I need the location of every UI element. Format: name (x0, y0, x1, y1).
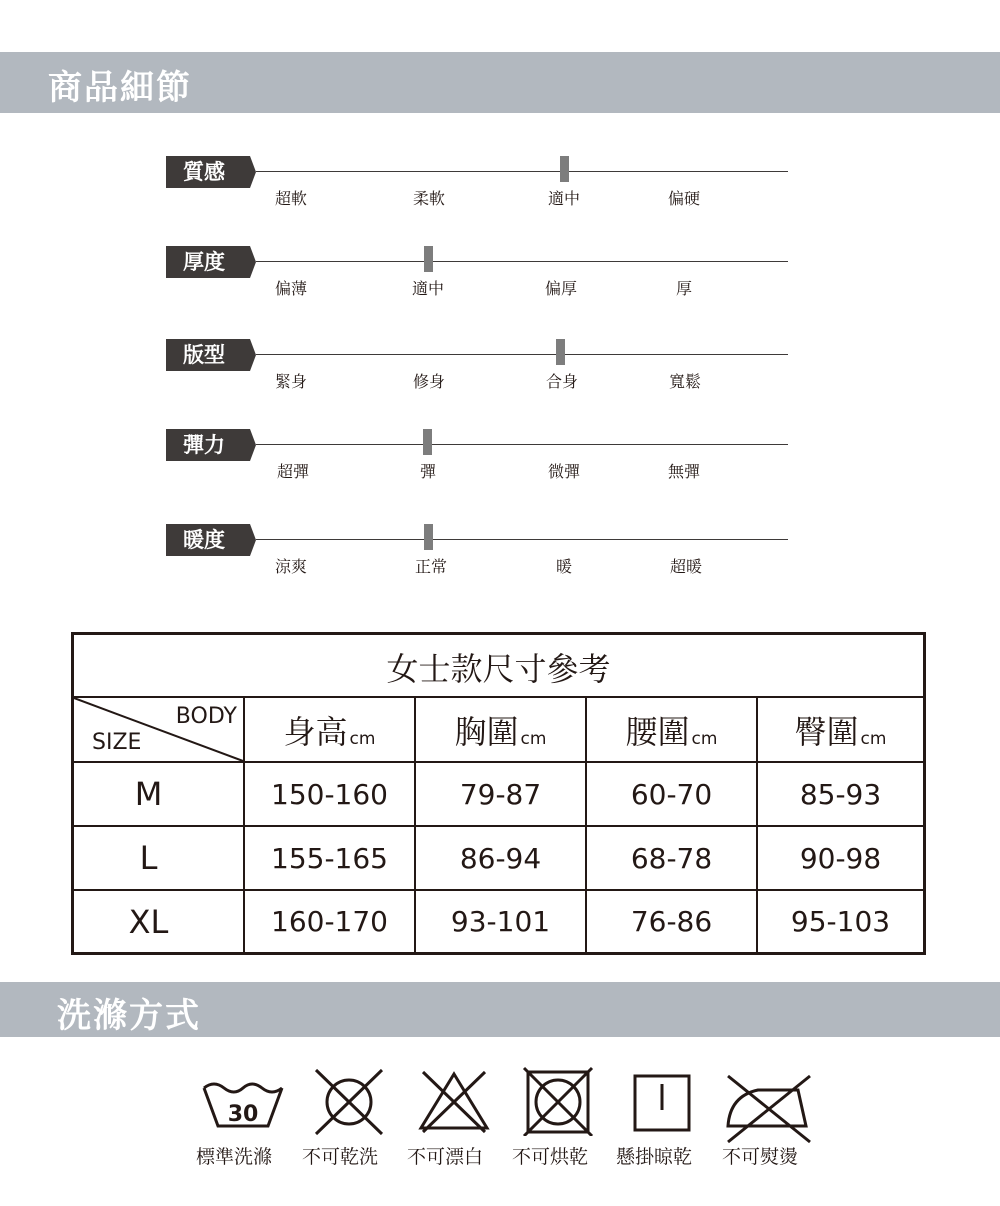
column-header-waist (587, 698, 756, 761)
attribute-tag: 質感 (166, 156, 250, 188)
attribute-level-label: 寬鬆 (668, 372, 702, 391)
table-cell: 95-103 (790, 905, 891, 938)
attribute-tag: 版型 (166, 339, 250, 371)
table-cell: 86-94 (459, 841, 542, 875)
attribute-level-label: 彈 (419, 462, 437, 481)
attribute-scale-line (256, 171, 788, 172)
attribute-tag-arrow (250, 429, 256, 461)
attribute-level-label: 厚 (675, 279, 693, 298)
attribute-level-label: 緊身 (274, 372, 308, 391)
table-cell: 90-98 (799, 841, 882, 875)
no-dry-clean-icon (302, 1066, 402, 1136)
care-item-standard-wash (196, 1066, 296, 1166)
column-header-unit: cm (349, 729, 376, 749)
care-item-no-bleach (407, 1066, 507, 1166)
attribute-level-label: 修身 (412, 372, 446, 391)
table-cell: 155-165 (271, 841, 388, 875)
attribute-level-marker (560, 156, 569, 182)
column-header-label: 腰圍 (625, 712, 690, 751)
table-cell: 93-101 (450, 905, 551, 938)
corner-body-label: BODY (175, 704, 237, 729)
attribute-level-label: 涼爽 (274, 557, 308, 576)
column-header-label: 臀圍 (794, 712, 859, 751)
attribute-scale-line (256, 539, 788, 540)
attribute-row-elasticity (166, 429, 788, 489)
attribute-level-marker (423, 429, 432, 455)
care-item-hang-dry (616, 1066, 716, 1166)
column-header-label: 胸圍 (454, 712, 519, 751)
table-cell: 79-87 (459, 777, 542, 811)
no-bleach-icon (407, 1066, 507, 1136)
column-header-unit: cm (691, 729, 718, 749)
column-header-unit: cm (520, 729, 547, 749)
care-label: 不可熨燙 (722, 1146, 799, 1168)
attribute-level-label: 偏硬 (667, 189, 701, 208)
care-label: 不可烘乾 (512, 1146, 589, 1168)
care-item-no-dry-clean (302, 1066, 402, 1166)
attribute-level-label: 無彈 (667, 462, 701, 481)
attribute-level-marker (424, 524, 433, 550)
hand-wash-30-icon (196, 1066, 296, 1136)
wash-section-header (0, 982, 1000, 1037)
attribute-tag: 彈力 (166, 429, 250, 461)
no-iron-icon (718, 1066, 828, 1146)
column-header-chest (416, 698, 585, 761)
care-label: 不可漂白 (407, 1146, 484, 1168)
attribute-tag: 暖度 (166, 524, 250, 556)
attribute-level-marker (556, 339, 565, 365)
corner-size-label: SIZE (92, 730, 142, 755)
size-table-title: 女士款尺寸參考 (386, 649, 611, 688)
care-label: 不可乾洗 (302, 1146, 379, 1168)
column-header-height (245, 698, 414, 761)
attribute-scale-line (256, 261, 788, 262)
attribute-row-warmth (166, 524, 788, 584)
attribute-row-fit (166, 339, 788, 399)
care-label: 懸掛晾乾 (616, 1146, 693, 1168)
column-header-label: 身高 (283, 712, 348, 751)
attribute-row-thickness (166, 246, 788, 306)
table-cell: 150-160 (271, 777, 388, 811)
size-label: M (134, 775, 163, 813)
details-section-title: 商品細節 (48, 68, 192, 108)
no-tumble-dry-icon (512, 1066, 612, 1136)
size-label: L (139, 839, 158, 877)
care-label: 標準洗滌 (196, 1146, 273, 1168)
attribute-level-label: 適中 (547, 189, 581, 208)
attribute-tag: 厚度 (166, 246, 250, 278)
column-header-hip (758, 698, 923, 761)
attribute-level-label: 合身 (545, 372, 579, 391)
attribute-tag-arrow (250, 156, 256, 188)
wash-temperature: 30 (227, 1102, 259, 1127)
attribute-tag-arrow (250, 524, 256, 556)
attribute-level-label: 超彈 (276, 462, 310, 481)
attribute-level-label: 偏厚 (544, 279, 578, 298)
attribute-scale-line (256, 444, 788, 445)
care-item-no-tumble-dry (512, 1066, 612, 1166)
column-header-unit: cm (860, 729, 887, 749)
attribute-tag-arrow (250, 339, 256, 371)
attribute-level-label: 暖 (555, 557, 573, 576)
table-cell: 160-170 (271, 905, 388, 938)
attribute-level-label: 柔軟 (412, 189, 446, 208)
attribute-level-label: 微彈 (547, 462, 581, 481)
wash-section-title: 洗滌方式 (57, 996, 201, 1036)
attribute-row-texture (166, 156, 788, 216)
attribute-level-label: 超軟 (274, 189, 308, 208)
size-table (71, 632, 926, 955)
size-label: XL (128, 902, 169, 941)
table-corner-cell (74, 698, 243, 761)
attribute-level-marker (424, 246, 433, 272)
attribute-level-label: 偏薄 (274, 279, 308, 298)
table-cell: 85-93 (799, 777, 882, 811)
attribute-level-label: 正常 (414, 557, 448, 576)
attribute-tag-arrow (250, 246, 256, 278)
table-cell: 76-86 (630, 905, 713, 938)
details-section-header (0, 52, 1000, 113)
attribute-scale-line (256, 354, 788, 355)
hang-dry-icon (616, 1066, 716, 1136)
attribute-level-label: 適中 (411, 279, 445, 298)
table-cell: 68-78 (630, 841, 713, 875)
attribute-level-label: 超暖 (669, 557, 703, 576)
care-item-no-iron (718, 1066, 828, 1166)
table-cell: 60-70 (630, 777, 713, 811)
